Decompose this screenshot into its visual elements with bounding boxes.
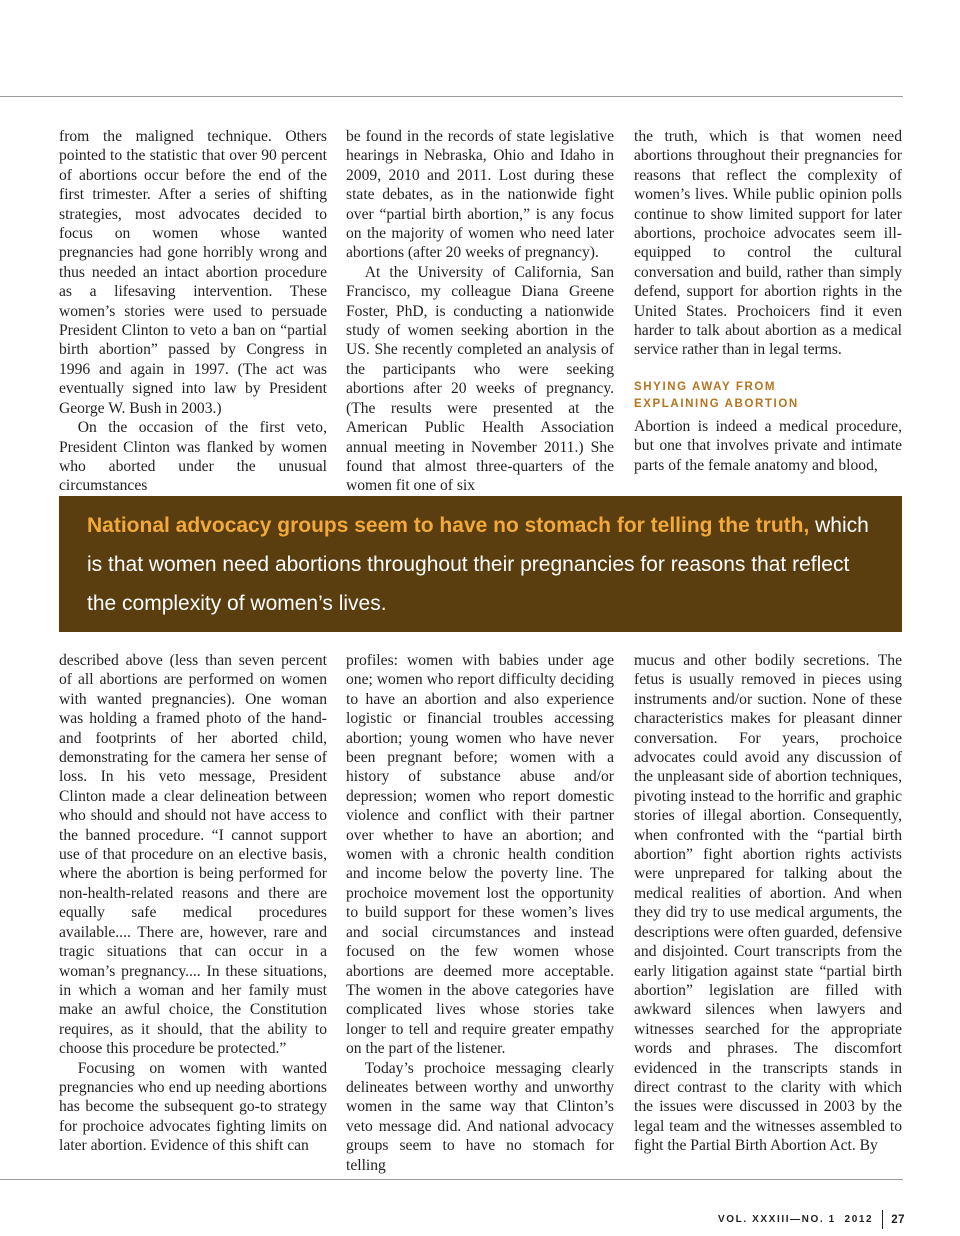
paragraph: profiles: women with babies under age one; women who report difficulty deciding to have an abortion and also experience logistic or financial troubles accessing abortion; young women who have never been pregnant before; women with a history of substance abuse and/or depression; women who report domestic violence and conflict with their partner over whether to have an abortion; and women with a chronic health condition and income below the poverty line. The prochoice movement lost the opportunity to build support for these women’s lives and social circumstances and instead focused on the few women whose abortions are deemed more acceptable. The women in the above categories have complicated lives whose stories take longer to tell and require greater empathy on the part of the listener. [346,652,614,1058]
top-column-2 [346,127,614,496]
paragraph: be found in the records of state legislative hearings in Nebraska, Ohio and Idaho in 2009, 2010 and 2011. Lost during these state debates, as in the nationwide fight over “partial birth abortion,” is any focus on the majority of women who need later abortions (after 20 weeks of pregnancy). [346,128,614,262]
bottom-column-1 [59,651,327,1156]
footer-divider [882,1210,883,1229]
paragraph: Abortion is indeed a medical procedure, but one that involves private and intimate parts of the female anatomy and blood, [634,417,902,474]
paragraph: mucus and other bodily secretions. The fetus is usually removed in pieces using instruments and/or suction. None of these characteristics makes for pleasant dinner conversation. For years, prochoice advocates could avoid any discussion of the unpleasant side of abortion techniques, pivoting instead to the horrific and graphic stories of illegal abortion. Consequently, when confronted with the “partial birth abortion” fight abortion rights activists were unprepared for talking about the medical realities of abortion. And when they did try to use medical arguments, the descriptions were often guarded, defensive and disjointed. Court transcripts from the early litigation against state “partial birth abortion” legislation are filled with awkward silences when lawyers and witnesses searched for the appropriate words and phrases. The discomfort evidenced in the transcripts stands in direct contrast to the clarity with which the issues were discussed in 2003 by the legal team and the witnesses assembled to fight the Partial Birth Abortion Act. By [634,652,902,1155]
top-rule [0,96,903,97]
pull-quote [59,496,902,632]
subhead-line-1: SHYING AWAY FROM [634,380,777,393]
pull-quote-text: which is that women need abortions throughout their pregnancies for reasons that reflect the complexity of women’s lives. [87,514,869,615]
top-column-1 [59,127,327,496]
page-footer [718,1210,905,1229]
paragraph: the truth, which is that women need abortions throughout their pregnancies for reasons that reflect the complexity of women’s lives. While public opinion polls continue to show limited support for later abortions, prochoice advocates seem ill-equipped to control the cultural conversation and build, rather than simply defend, support for abortion rights in the United States. Prochoicers find it even harder to talk about abortion as a medical service rather than in legal terms. [634,128,902,359]
paragraph: Today’s prochoice messaging clearly delineates between worthy and unworthy women in the same way that Clinton’s veto message did. And national advocacy groups seem to have no stomach for telling [346,1059,614,1174]
bottom-column-2 [346,651,614,1175]
pull-quote-highlight: National advocacy groups seem to have no stomach for telling the truth, [87,514,810,537]
section-subhead [634,379,902,413]
paragraph: At the University of California, San Francisco, my colleague Diana Greene Foster, PhD, is conducting a nationwide study of women seeking abortion in the US. She recently completed an analysis of the participants who were seeking abortions after 20 weeks of pregnancy. (The results were presented at the American Public Health Association annual meeting in November 2011.) She found that almost three-quarters of the women fit one of six [346,263,614,495]
paragraph: described above (less than seven percent of all abortions are performed on women with wanted pregnancies). One woman was holding a framed photo of the hand- and footprints of her aborted child, demonstrating for the camera her sense of loss. In his veto message, President Clinton made a clear delineation between who should and should not have access to the banned procedure. “I cannot support use of that procedure on an elective basis, where the abortion is being performed for non-health-related reasons and there are equally safe medical procedures available.... There are, however, rare and tragic situations that can occur in a woman’s pregnancy.... In these situations, in which a woman and her family must make an awful choice, the Constitution requires, as it should, that the ability to choose this procedure be protected.” [59,652,327,1058]
subhead-line-2: EXPLAINING ABORTION [634,397,799,410]
page-number: 27 [891,1213,905,1226]
paragraph: from the maligned technique. Others pointed to the statistic that over 90 percent of abortions occur before the end of the first trimester. After a series of shifting strategies, most advocates decided to focus on women whose wanted pregnancies had gone horribly wrong and thus needed an intact abortion procedure as a lifesaving intervention. These women’s stories were used to persuade President Clinton to veto a ban on “partial birth abortion” passed by Congress in 1996 and again in 1997. (The act was eventually signed into law by President George W. Bush in 2003.) [59,128,327,417]
paragraph: On the occasion of the first veto, President Clinton was flanked by women who aborted under the unusual circumstances [59,419,327,495]
top-column-3 [634,127,902,475]
paragraph: Focusing on women with wanted pregnancies who end up needing abortions has become the subsequent go-to strategy for prochoice advocates fighting limits on later abortion. Evidence of this shift can [59,1059,327,1155]
bottom-column-3 [634,651,902,1156]
issue-info: VOL. XXXIII—NO. 1 2012 [718,1214,874,1225]
bottom-rule [0,1179,903,1180]
